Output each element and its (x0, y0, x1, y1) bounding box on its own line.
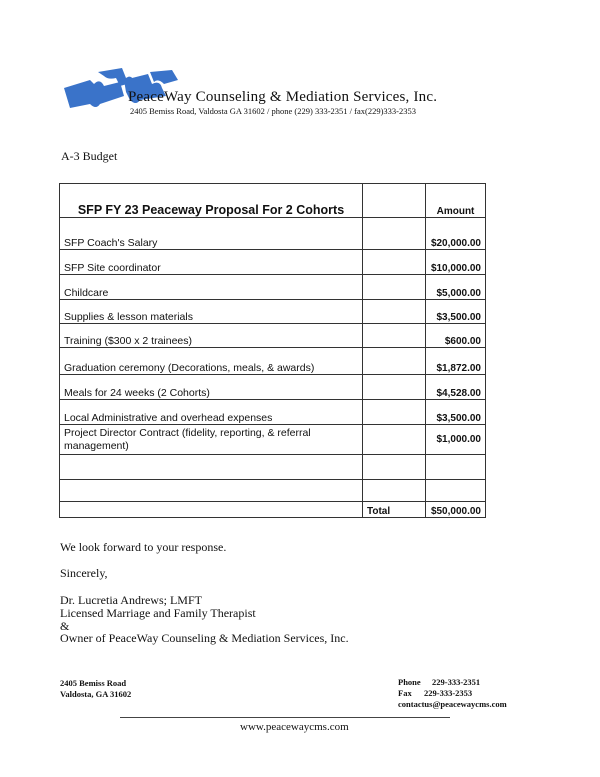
budget-amount: $3,500.00 (426, 300, 486, 324)
budget-amount: $3,500.00 (426, 400, 486, 425)
budget-item: Graduation ceremony (Decorations, meals, & awards) (60, 348, 363, 375)
salutation: Sincerely, (60, 566, 108, 580)
table-row (60, 324, 486, 348)
footer-fax: 229-333-2353 (424, 688, 473, 698)
budget-amount: $1,000.00 (426, 425, 486, 455)
table-row (60, 275, 486, 300)
signer-title: Licensed Marriage and Family Therapist (60, 606, 256, 620)
footer-phone-label: Phone (398, 677, 421, 687)
table-row (60, 348, 486, 375)
org-name: PeaceWay Counseling & Mediation Services, Inc. (128, 89, 438, 105)
budget-amount: $20,000.00 (426, 218, 486, 250)
budget-item: Project Director Contract (fidelity, reporting, & referral management) (60, 425, 363, 455)
budget-item: Training ($300 x 2 trainees) (60, 324, 363, 348)
footer-website: www.peacewaycms.com (240, 721, 349, 733)
document-label: A-3 Budget (61, 149, 118, 163)
total-label: Total (363, 502, 426, 518)
budget-item: Meals for 24 weeks (2 Cohorts) (60, 375, 363, 400)
budget-item: Childcare (60, 275, 363, 300)
footer-city: Valdosta, GA 31602 (60, 689, 132, 699)
footer-email: contactus@peacewaycms.com (398, 699, 507, 709)
budget-item: Local Administrative and overhead expenses (60, 400, 363, 425)
total-amount: $50,000.00 (426, 502, 486, 518)
table-row (60, 400, 486, 425)
budget-item: SFP Coach's Salary (60, 218, 363, 250)
footer-street: 2405 Bemiss Road (60, 678, 127, 688)
ampersand: & (60, 619, 70, 633)
budget-table (59, 183, 486, 518)
footer-phone: 229-333-2351 (432, 677, 481, 687)
budget-title: SFP FY 23 Peaceway Proposal For 2 Cohorts (60, 184, 363, 218)
table-row-empty (60, 480, 486, 502)
signer-name: Dr. Lucretia Andrews; LMFT (60, 593, 202, 607)
table-row (60, 425, 486, 455)
table-row (60, 218, 486, 250)
budget-amount: $600.00 (426, 324, 486, 348)
budget-amount: $5,000.00 (426, 275, 486, 300)
footer-fax-label: Fax (398, 688, 412, 698)
closing-line: We look forward to your response. (60, 540, 227, 554)
footer-divider (120, 717, 450, 718)
table-row (60, 300, 486, 324)
signer-owner: Owner of PeaceWay Counseling & Mediation Services, Inc. (60, 631, 349, 645)
amount-header: Amount (426, 184, 486, 218)
org-address: 2405 Bemiss Road, Valdosta GA 31602 / phone (229) 333-2351 / fax(229)333-2353 (130, 106, 416, 116)
budget-item: SFP Site coordinator (60, 250, 363, 275)
budget-amount: $4,528.00 (426, 375, 486, 400)
budget-amount: $10,000.00 (426, 250, 486, 275)
budget-item: Supplies & lesson materials (60, 300, 363, 324)
table-row (60, 375, 486, 400)
table-row-empty (60, 455, 486, 480)
table-total-row (60, 502, 486, 518)
table-row (60, 250, 486, 275)
table-header-row (60, 184, 486, 218)
budget-amount: $1,872.00 (426, 348, 486, 375)
